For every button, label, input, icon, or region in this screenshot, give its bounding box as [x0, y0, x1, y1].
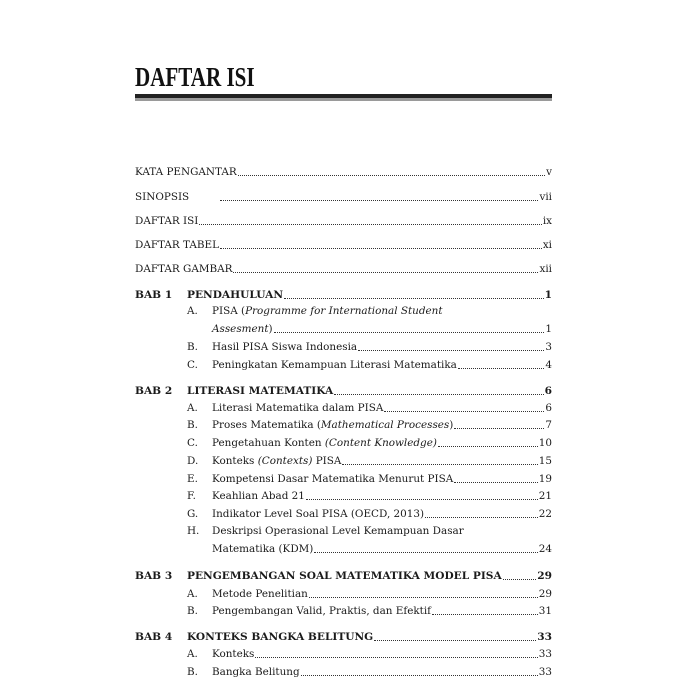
section-title-after: ): [449, 419, 454, 431]
dot-leader: [220, 189, 538, 201]
dot-leader: [238, 164, 545, 176]
section-title: [212, 506, 424, 522]
page-number: 33: [538, 666, 552, 678]
dot-leader: [432, 603, 538, 615]
page-number: 15: [538, 455, 552, 467]
entry-title: SINOPSIS: [135, 191, 190, 203]
section-title: [212, 357, 457, 373]
dot-leader: [425, 506, 538, 518]
chapter-number: BAB 1: [135, 289, 173, 301]
section-title-italic: (Contexts): [257, 455, 313, 467]
toc-section-entry[interactable]: [135, 435, 552, 451]
section-letter: F.: [187, 490, 196, 502]
section-title-text: Pengembangan Valid, Praktis, dan Efektif: [212, 605, 431, 617]
page-number: 24: [538, 543, 552, 555]
page-number: 1: [544, 289, 552, 301]
toc-section-entry[interactable]: [135, 417, 552, 433]
page-number: 22: [538, 508, 552, 520]
toc-section-entry[interactable]: [135, 646, 552, 662]
section-title-text: Indikator Level Soal PISA (OECD, 2013): [212, 508, 425, 520]
section-letter: B.: [187, 605, 198, 617]
section-letter: A.: [187, 648, 198, 660]
toc-section-entry[interactable]: [135, 453, 552, 469]
toc-section-entry[interactable]: [135, 586, 552, 602]
section-title-after: PISA: [312, 455, 342, 467]
section-title-italic: (Content Knowledge): [324, 437, 437, 449]
section-letter: C.: [187, 437, 198, 449]
dot-leader: [220, 237, 542, 249]
section-letter: C.: [187, 359, 198, 371]
dot-leader: [284, 287, 544, 299]
chapter-number: BAB 3: [135, 570, 173, 582]
section-title: [212, 339, 357, 355]
section-title-italic: Mathematical Processes: [320, 419, 450, 431]
section-letter: D.: [187, 455, 199, 467]
toc-entry-front-matter[interactable]: [135, 164, 552, 180]
dot-leader: [374, 629, 536, 641]
section-title-line2-text: Matematika (KDM): [212, 543, 314, 555]
toc-section-entry[interactable]: [135, 339, 552, 355]
entry-title: DAFTAR TABEL: [135, 239, 220, 251]
section-letter: A.: [187, 305, 198, 317]
page-number: xii: [539, 263, 552, 275]
section-title-text: Peningkatan Kemampuan Literasi Matematika: [212, 359, 457, 371]
toc-chapter-entry[interactable]: [135, 568, 552, 584]
dot-leader: [454, 417, 544, 429]
toc-entry-front-matter[interactable]: [135, 261, 552, 277]
section-title: [212, 603, 431, 619]
section-title-italic: Programme for International Student: [245, 305, 443, 317]
dot-leader: [334, 383, 543, 395]
section-letter: B.: [187, 341, 198, 353]
page-number: 6: [545, 402, 552, 414]
section-letter: B.: [187, 419, 198, 431]
toc-section-entry[interactable]: [135, 664, 552, 680]
section-title: [212, 453, 341, 469]
page-number: 10: [538, 437, 552, 449]
chapter-number: BAB 4: [135, 631, 173, 643]
dot-leader: [274, 321, 545, 333]
dot-leader: [199, 213, 541, 225]
page-number: 31: [538, 605, 552, 617]
section-title: [212, 400, 383, 416]
toc-section-entry[interactable]: [135, 488, 552, 504]
section-title-line2-italic: Assesment: [212, 323, 269, 335]
section-title: [212, 471, 453, 487]
page-number: vii: [539, 191, 552, 203]
toc-entry-front-matter[interactable]: [135, 213, 552, 229]
chapter-title: KONTEKS BANGKA BELITUNG: [187, 631, 374, 643]
section-letter: E.: [187, 473, 198, 485]
entry-title: DAFTAR ISI: [135, 215, 199, 227]
dot-leader: [255, 646, 537, 658]
dot-leader: [314, 541, 537, 553]
page-number: 7: [545, 419, 552, 431]
dot-leader: [454, 471, 538, 483]
section-title: [212, 523, 464, 539]
toc-entry-front-matter[interactable]: [135, 237, 552, 253]
section-title: [212, 435, 437, 451]
section-letter: H.: [187, 525, 200, 537]
toc-chapter-entry[interactable]: [135, 287, 552, 303]
chapter-title: PENGEMBANGAN SOAL MATEMATIKA MODEL PISA: [187, 570, 502, 582]
chapter-title: LITERASI MATEMATIKA: [187, 385, 334, 397]
toc-section-entry[interactable]: [135, 471, 552, 487]
toc-chapter-entry[interactable]: [135, 383, 552, 399]
toc-section-entry[interactable]: [135, 303, 552, 319]
toc-section-entry[interactable]: [135, 357, 552, 373]
section-title-text: Konteks: [212, 455, 258, 467]
page-number: 29: [537, 570, 552, 582]
section-title-text: Keahlian Abad 21: [212, 490, 305, 502]
section-letter: A.: [187, 402, 198, 414]
page-number: 19: [538, 473, 552, 485]
section-title-line2-text: ): [268, 323, 273, 335]
page-number: 4: [545, 359, 552, 371]
section-letter: A.: [187, 588, 198, 600]
toc-section-entry-continued[interactable]: [135, 321, 552, 337]
section-title-text: Kompetensi Dasar Matematika Menurut PISA: [212, 473, 454, 485]
dot-leader: [438, 435, 538, 447]
section-title: [212, 586, 308, 602]
page-number: 6: [544, 385, 552, 397]
toc-entry-front-matter[interactable]: [135, 189, 552, 205]
toc-section-entry[interactable]: [135, 523, 552, 539]
page-number: 3: [545, 341, 552, 353]
chapter-number: BAB 2: [135, 385, 173, 397]
page-number: ix: [542, 215, 552, 227]
section-title-text: Metode Penelitian: [212, 588, 308, 600]
title-rule-shadow: [135, 98, 552, 101]
page-number: 29: [538, 588, 552, 600]
section-title: [212, 646, 254, 662]
dot-leader: [458, 357, 545, 369]
dot-leader: [309, 586, 538, 598]
dot-leader: [306, 488, 538, 500]
entry-title: KATA PENGANTAR: [135, 166, 237, 178]
page-number: 21: [538, 490, 552, 502]
section-title: [212, 303, 443, 319]
toc-section-entry[interactable]: [135, 400, 552, 416]
section-letter: B.: [187, 666, 198, 678]
section-title: [212, 488, 305, 504]
page-number: xi: [542, 239, 552, 251]
toc-chapter-entry[interactable]: [135, 629, 552, 645]
section-title-text: Bangka Belitung: [212, 666, 300, 678]
dot-leader: [233, 261, 538, 273]
dot-leader: [384, 400, 544, 412]
section-title-text: Proses Matematika (: [212, 419, 321, 431]
section-title-text: Literasi Matematika dalam PISA: [212, 402, 384, 414]
page-number: 33: [538, 648, 552, 660]
section-title: [212, 417, 453, 433]
entry-title: DAFTAR GAMBAR: [135, 263, 233, 275]
section-title: [212, 664, 300, 680]
toc-section-entry-continued[interactable]: [135, 541, 552, 557]
dot-leader: [358, 339, 544, 351]
chapter-title: PENDAHULUAN: [187, 289, 284, 301]
section-title-text: Deskripsi Operasional Level Kemampuan Dasar: [212, 525, 464, 537]
section-title-text: Pengetahuan Konten: [212, 437, 325, 449]
section-title-text: PISA (: [212, 305, 246, 317]
section-title-text: Konteks: [212, 648, 255, 660]
section-letter: G.: [187, 508, 199, 520]
section-title-text: Hasil PISA Siswa Indonesia: [212, 341, 358, 353]
page-number: 33: [537, 631, 552, 643]
section-title-line2: [212, 321, 273, 337]
dot-leader: [301, 664, 538, 676]
section-title-line2: [212, 541, 313, 557]
page-number: 1: [545, 323, 552, 335]
page-number: v: [546, 166, 552, 178]
dot-leader: [342, 453, 537, 465]
toc-section-entry[interactable]: [135, 603, 552, 619]
page-title: DAFTAR ISI: [135, 62, 255, 92]
dot-leader: [503, 568, 537, 580]
toc-section-entry[interactable]: [135, 506, 552, 522]
